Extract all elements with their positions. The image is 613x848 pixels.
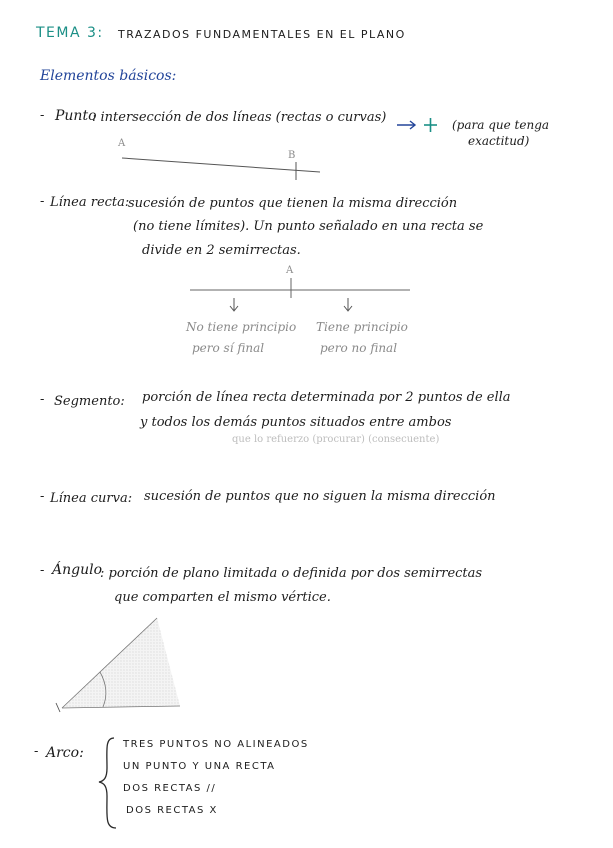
punto-line-ab [122, 158, 320, 172]
arco-item-1: TRES PUNTOS NO ALINEADOS [123, 739, 309, 750]
angle-shading [62, 618, 180, 708]
recta-line2: (no tiene límites). Un punto señalado en una recta se [133, 219, 484, 234]
recta-label-a: A [286, 265, 294, 276]
arrow-down-icon [230, 298, 238, 311]
curva-definition: sucesión de puntos que no siguen la misma dirección [144, 489, 496, 504]
page-title: TRAZADOS FUNDAMENTALES EN EL PLANO [118, 28, 406, 41]
tema-number: TEMA 3: [36, 25, 104, 41]
punto-label-b: B [288, 150, 296, 161]
arrow-down-icon [344, 298, 352, 311]
arco-dash: - [34, 744, 39, 759]
recta-left-caption-1: No tiene principio [186, 320, 297, 334]
angulo-term: Ángulo [52, 562, 103, 578]
segmento-faint-note: que lo refuerzo (procurar) (consecuente) [232, 434, 440, 445]
recta-line3: divide en 2 semirrectas. [142, 243, 301, 258]
arrow-right-icon [397, 121, 415, 129]
punto-note-line2: exactitud) [468, 134, 530, 148]
recta-dash: - [40, 194, 45, 209]
punto-note-line1: (para que tenga [452, 118, 550, 132]
punto-definition: : intersección de dos líneas (rectas o curvas) [92, 110, 387, 125]
segmento-line1: porción de línea recta determinada por 2 puntos de ella [142, 390, 511, 405]
recta-left-caption-2: pero sí final [192, 341, 265, 355]
segmento-dash: - [40, 392, 45, 407]
segmento-term: Segmento: [54, 394, 125, 409]
curva-dash: - [40, 489, 45, 504]
angle-vertex-tick [56, 703, 60, 712]
recta-line1: sucesión de puntos que tienen la misma dirección [128, 196, 458, 211]
recta-right-caption-1: Tiene principio [316, 320, 408, 334]
segmento-line2: y todos los demás puntos situados entre ambos [140, 415, 452, 430]
angulo-line2: que comparten el mismo vértice. [114, 590, 331, 605]
recta-right-caption-2: pero no final [320, 341, 398, 355]
punto-dash: - [40, 108, 45, 123]
punto-term: Punto [55, 108, 97, 124]
arco-item-4: DOS RECTAS X [126, 805, 218, 816]
angulo-line1: : porción de plano limitada o definida por dos semirrectas [100, 566, 483, 581]
arco-item-2: UN PUNTO Y UNA RECTA [123, 761, 276, 772]
arco-brace [99, 738, 116, 828]
arco-item-3: DOS RECTAS // [123, 783, 217, 794]
punto-label-a: A [118, 138, 126, 149]
section-label: Elementos básicos: [40, 68, 177, 84]
curva-term: Línea curva: [50, 491, 133, 506]
arco-term: Arco: [46, 745, 84, 761]
plus-icon [424, 118, 437, 132]
recta-term: Línea recta: [50, 195, 130, 210]
angulo-dash: - [40, 563, 45, 578]
